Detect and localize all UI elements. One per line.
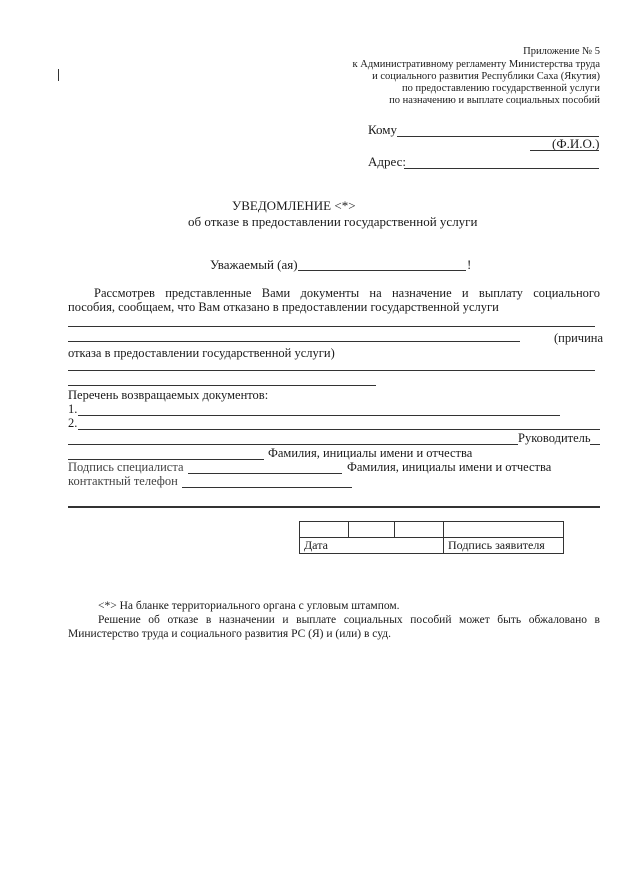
reason-label-b: отказа в предоставлении государственной услуги) — [68, 346, 335, 360]
reason-line-2 — [68, 341, 520, 342]
annex-number: Приложение № 5 — [523, 46, 600, 57]
scan-artifact-mark — [58, 69, 59, 81]
fio-field-line — [530, 150, 599, 151]
header-line-3: по предоставлению государственной услуги — [402, 83, 600, 94]
specialist-label: Подпись специалиста — [68, 460, 184, 474]
table-row — [300, 522, 564, 538]
applicant-label-cell: Подпись заявителя — [444, 538, 564, 554]
reason-line-4 — [68, 385, 376, 386]
greeting-name-line — [298, 270, 466, 271]
table-row — [300, 538, 564, 554]
greeting-prefix: Уважаемый (ая) — [210, 257, 298, 272]
reason-line-1 — [68, 326, 595, 327]
specialist-signature-line — [188, 473, 342, 474]
date-cell-2 — [349, 522, 395, 538]
address-field-line — [404, 168, 599, 169]
head-name-label: Фамилия, инициалы имени и отчества — [268, 446, 473, 460]
paragraph-line-2: пособия, сообщаем, что Вам отказано в предоставлении государственной услуги — [68, 300, 499, 314]
doc-item-2: 2. — [68, 416, 78, 430]
greeting-suffix: ! — [467, 257, 472, 272]
applicant-signature-table — [299, 521, 564, 554]
header-line-4: по назначению и выплате социальных пособий — [389, 95, 600, 106]
phone-field-line — [182, 487, 352, 488]
date-cell-1 — [300, 522, 349, 538]
signature-cell — [444, 522, 564, 538]
separator-line — [68, 506, 600, 508]
document-title: УВЕДОМЛЕНИЕ <*> — [232, 198, 356, 213]
to-label: Кому — [368, 122, 398, 137]
date-cell-3 — [395, 522, 444, 538]
reason-line-3 — [68, 370, 595, 371]
specialist-name-label: Фамилия, инициалы имени и отчества — [347, 460, 552, 474]
phone-label: контактный телефон — [68, 474, 178, 488]
reason-label-a: (причина — [554, 331, 604, 345]
head-label: Руководитель — [518, 431, 591, 445]
footnote-2-line-2: Министерство труда и социального развития РС (Я) и (или) в суд. — [68, 628, 391, 640]
paragraph-line-1: Рассмотрев представленные Вами документы на назначение и выплату социального — [94, 286, 600, 300]
head-label-underline — [590, 444, 600, 445]
docs-label: Перечень возвращаемых документов: — [68, 388, 269, 402]
doc-item-1: 1. — [68, 402, 78, 416]
document-subtitle: об отказе в предоставлении государственной услуги — [188, 214, 478, 229]
fio-label: (Ф.И.О.) — [552, 136, 600, 151]
footnote-1: <*> На бланке территориального органа с угловым штампом. — [98, 600, 400, 612]
head-signature-line — [68, 444, 518, 445]
date-label-cell: Дата — [300, 538, 444, 554]
header-line-1: к Административному регламенту Министерства труда — [352, 59, 600, 70]
doc-item-2-line — [78, 429, 600, 430]
footnote-2-line-1: Решение об отказе в назначении и выплате социальных пособий может быть обжаловано в — [98, 614, 600, 626]
header-line-2: и социального развития Республики Саха (Якутия) — [372, 71, 600, 82]
address-label: Адрес: — [368, 154, 406, 169]
doc-item-1-line — [78, 415, 560, 416]
